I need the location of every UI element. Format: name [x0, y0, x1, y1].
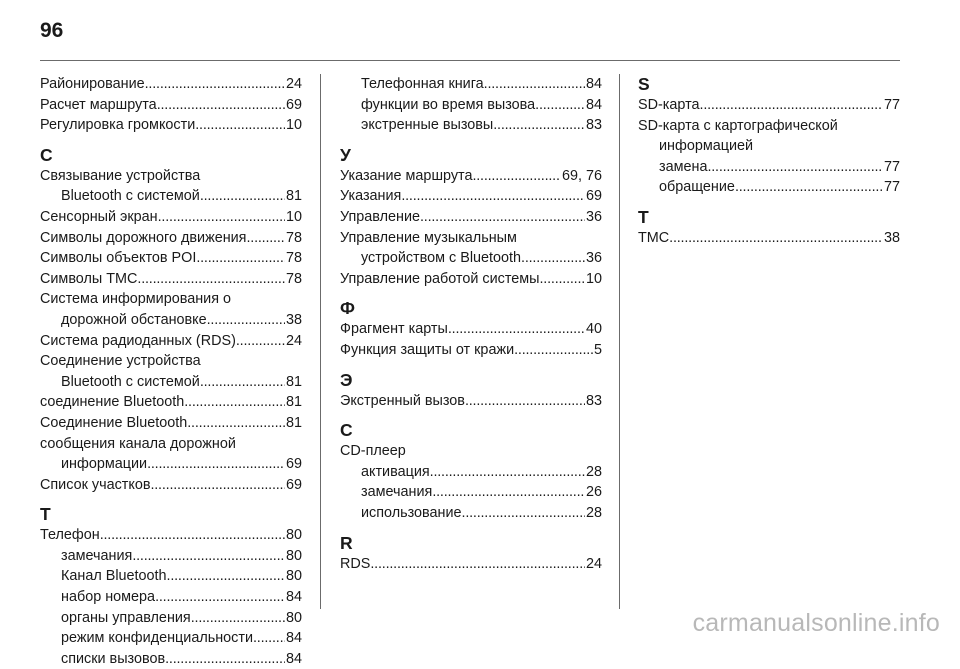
index-section-letter: C — [340, 420, 353, 441]
index-entry-pages: 24 — [285, 332, 302, 349]
index-entry-term: функции во время вызова — [361, 96, 536, 113]
index-entry — [40, 115, 302, 136]
column-divider — [320, 74, 321, 609]
index-entry — [340, 269, 602, 290]
index-entry — [340, 166, 602, 187]
index-entry — [40, 95, 302, 116]
index-entry-term: Функция защиты от кражи — [340, 341, 515, 358]
dot-leader — [707, 157, 883, 178]
index-entry-term: использование — [361, 504, 462, 521]
index-entry-term: замечания — [61, 547, 133, 564]
index-entry — [40, 392, 302, 413]
index-entry-term: обращение — [659, 179, 735, 196]
index-entry-pages: 36 — [585, 208, 602, 225]
header-rule — [40, 60, 900, 61]
index-entry — [40, 413, 302, 434]
dot-leader — [157, 95, 285, 116]
index-entry-term: Управление работой системы — [340, 270, 540, 287]
index-entry — [40, 74, 302, 95]
index-entry-pages: 5 — [593, 341, 602, 358]
index-entry-term: Регулировка громкости — [40, 117, 196, 134]
index-entry-pages: 38 — [285, 311, 302, 328]
index-entry — [40, 628, 302, 649]
index-entry-heading: сообщения канала дорожной — [40, 435, 236, 452]
index-entry-pages: 81 — [285, 188, 302, 205]
index-entry-term: Символы объектов POI — [40, 250, 197, 267]
index-entry — [340, 554, 602, 575]
index-entry — [40, 186, 302, 207]
index-entry-heading: Управление музыкальным — [340, 229, 517, 246]
index-entry-term: Районирование — [40, 76, 145, 92]
dot-leader — [430, 462, 585, 483]
dot-leader — [472, 166, 561, 187]
dot-leader — [540, 269, 585, 290]
index-section-letter: С — [40, 144, 53, 165]
index-entry — [40, 587, 302, 608]
index-entry-pages: 81 — [285, 394, 302, 411]
index-section-letter: Э — [340, 369, 353, 390]
index-entry-term: соединение Bluetooth — [40, 394, 185, 411]
dot-leader — [493, 115, 585, 136]
index-column-2 — [340, 74, 602, 574]
dot-leader — [246, 228, 285, 249]
index-entry-term: Bluetooth с системой — [61, 373, 200, 390]
index-entry-pages: 10 — [285, 117, 302, 134]
dot-leader — [191, 608, 285, 629]
index-entry — [638, 228, 900, 249]
index-entry — [40, 649, 302, 669]
dot-leader — [184, 392, 285, 413]
index-entry — [638, 177, 900, 198]
dot-leader — [200, 372, 285, 393]
index-entry-pages: 69 — [285, 96, 302, 113]
index-entry-heading: Соединение устройства — [40, 353, 201, 370]
dot-leader — [514, 340, 593, 361]
index-entry-heading: Система информирования о — [40, 291, 231, 308]
index-entry-pages: 83 — [585, 117, 602, 134]
dot-leader — [236, 331, 285, 352]
index-entry-pages: 28 — [585, 463, 602, 480]
dot-leader — [253, 628, 285, 649]
page-number: 96 — [40, 19, 64, 42]
dot-leader — [448, 319, 585, 340]
index-entry-term: Управление — [340, 208, 420, 225]
index-entry-pages: 28 — [585, 504, 602, 521]
index-entry — [40, 525, 302, 546]
index-entry-heading: Связывание устройства — [40, 167, 201, 184]
index-entry-pages: 84 — [285, 589, 302, 606]
index-entry — [340, 207, 602, 228]
index-entry-pages: 83 — [585, 392, 602, 409]
watermark: carmanualsonline.info — [692, 609, 940, 637]
dot-leader — [100, 525, 285, 546]
index-entry — [40, 454, 302, 475]
index-entry-pages: 26 — [585, 484, 602, 501]
dot-leader — [187, 413, 285, 434]
index-entry-pages: 69 — [285, 476, 302, 493]
index-entry — [40, 372, 302, 393]
dot-leader — [401, 186, 585, 207]
index-entry-term: органы управления — [61, 609, 191, 626]
index-entry — [340, 74, 602, 95]
index-entry-term: Список участков — [40, 476, 151, 493]
index-entry-term: экстренные вызовы — [361, 117, 494, 134]
dot-leader — [196, 248, 285, 269]
index-entry — [40, 310, 302, 331]
index-entry-pages: 69, 76 — [561, 167, 602, 184]
index-entry-term: SD-карта — [638, 97, 700, 113]
index-entry-term: замечания — [361, 484, 433, 501]
dot-leader — [167, 566, 285, 587]
index-entry-pages: 81 — [285, 414, 302, 431]
index-entry — [340, 319, 602, 340]
dot-leader — [137, 269, 285, 290]
index-entry-term: дорожной обстановке — [61, 311, 207, 328]
index-entry — [40, 269, 302, 290]
index-column-3 — [638, 74, 900, 249]
index-entry-term: Телефон — [40, 527, 100, 544]
index-entry — [340, 462, 602, 483]
index-entry-pages: 78 — [285, 270, 302, 287]
index-entry-pages: 10 — [585, 270, 602, 287]
dot-leader — [132, 546, 285, 567]
dot-leader — [370, 554, 585, 575]
index-entry-pages: 81 — [285, 373, 302, 390]
index-entry — [40, 566, 302, 587]
index-entry-term: Bluetooth с системой — [61, 188, 200, 205]
dot-leader — [521, 248, 585, 269]
dot-leader — [420, 207, 585, 228]
index-entry — [638, 95, 900, 116]
index-entry — [340, 248, 602, 269]
index-entry-pages: 40 — [585, 321, 602, 338]
dot-leader — [669, 228, 883, 249]
index-entry-term: Соединение Bluetooth — [40, 414, 188, 431]
index-entry — [340, 482, 602, 503]
index-entry-term: Телефонная книга — [361, 76, 484, 92]
index-section-letter: Т — [40, 504, 51, 525]
index-entry-pages: 10 — [285, 208, 302, 225]
index-section-letter: S — [638, 74, 650, 94]
index-entry — [40, 546, 302, 567]
dot-leader — [195, 115, 285, 136]
dot-leader — [700, 95, 883, 116]
index-entry-term: Расчет маршрута — [40, 96, 157, 113]
index-entry-term: Символы TMC — [40, 270, 138, 287]
index-section-letter: T — [638, 206, 649, 227]
index-section-letter: R — [340, 532, 353, 553]
dot-leader — [735, 177, 883, 198]
index-entry — [340, 340, 602, 361]
dot-leader — [465, 391, 585, 412]
index-section-letter: Ф — [340, 298, 355, 319]
dot-leader — [462, 503, 585, 524]
index-entry-pages: 80 — [285, 527, 302, 544]
index-entry-term: устройством с Bluetooth — [361, 250, 522, 267]
dot-leader — [432, 482, 585, 503]
index-entry-heading: информацией — [659, 138, 754, 155]
index-entry-term: Указания — [340, 188, 402, 205]
index-entry — [40, 331, 302, 352]
index-entry-pages: 84 — [285, 630, 302, 647]
dot-leader — [147, 454, 285, 475]
index-entry-term: набор номера — [61, 589, 156, 606]
index-entry-term: замена — [659, 158, 708, 175]
dot-leader — [200, 186, 285, 207]
index-entry — [40, 207, 302, 228]
index-entry — [340, 186, 602, 207]
index-entry-pages: 78 — [285, 250, 302, 267]
index-section-letter: У — [340, 144, 351, 165]
index-entry-pages: 77 — [883, 158, 900, 175]
index-entry-pages: 78 — [285, 229, 302, 246]
index-entry-term: информации — [61, 456, 148, 473]
dot-leader — [484, 74, 585, 95]
dot-leader — [165, 649, 285, 669]
dot-leader — [207, 310, 285, 331]
index-entry-term: Канал Bluetooth — [61, 568, 167, 585]
index-entry — [40, 248, 302, 269]
dot-leader — [155, 587, 285, 608]
dot-leader — [158, 207, 285, 228]
index-column-1 — [40, 74, 302, 669]
index-entry-pages: 36 — [585, 250, 602, 267]
index-entry — [340, 115, 602, 136]
index-entry-pages: 80 — [285, 547, 302, 564]
index-entry-pages: 38 — [883, 229, 900, 246]
dot-leader — [535, 95, 585, 116]
index-entry-pages: 77 — [883, 179, 900, 196]
index-entry — [340, 391, 602, 412]
index-entry-term: режим конфиденциальности — [61, 630, 253, 647]
index-entry-term: Экстренный вызов — [340, 392, 465, 409]
index-entry-term: активация — [361, 463, 430, 480]
index-entry — [340, 95, 602, 116]
index-entry — [40, 228, 302, 249]
index-entry-pages: 80 — [285, 568, 302, 585]
index-entry-pages: 84 — [585, 76, 602, 92]
index-entry-heading: SD-карта с картографической — [638, 117, 838, 134]
index-entry — [638, 157, 900, 178]
index-entry-term: RDS — [340, 555, 371, 572]
index-entry-term: Указание маршрута — [340, 167, 473, 184]
index-entry-pages: 80 — [285, 609, 302, 626]
index-entry-term: Система радиоданных (RDS) — [40, 332, 236, 349]
index-entry — [40, 608, 302, 629]
index-entry — [340, 503, 602, 524]
index-entry-pages: 84 — [285, 650, 302, 667]
index-entry-term: TMC — [638, 229, 670, 246]
index-entry-term: списки вызовов — [61, 650, 166, 667]
column-divider — [619, 74, 620, 609]
dot-leader — [150, 475, 285, 496]
index-entry-term: Сенсорный экран — [40, 208, 158, 225]
index-entry-term: Фрагмент карты — [340, 321, 448, 338]
index-entry-pages: 69 — [285, 456, 302, 473]
index-entry-term: Символы дорожного движения — [40, 229, 247, 246]
index-entry-pages: 24 — [285, 76, 302, 92]
dot-leader — [145, 74, 285, 95]
index-entry — [40, 475, 302, 496]
index-entry-pages: 24 — [585, 555, 602, 572]
index-entry-pages: 77 — [883, 97, 900, 113]
index-entry-pages: 69 — [585, 188, 602, 205]
index-entry-pages: 84 — [585, 96, 602, 113]
index-entry-heading: CD-плеер — [340, 443, 406, 460]
